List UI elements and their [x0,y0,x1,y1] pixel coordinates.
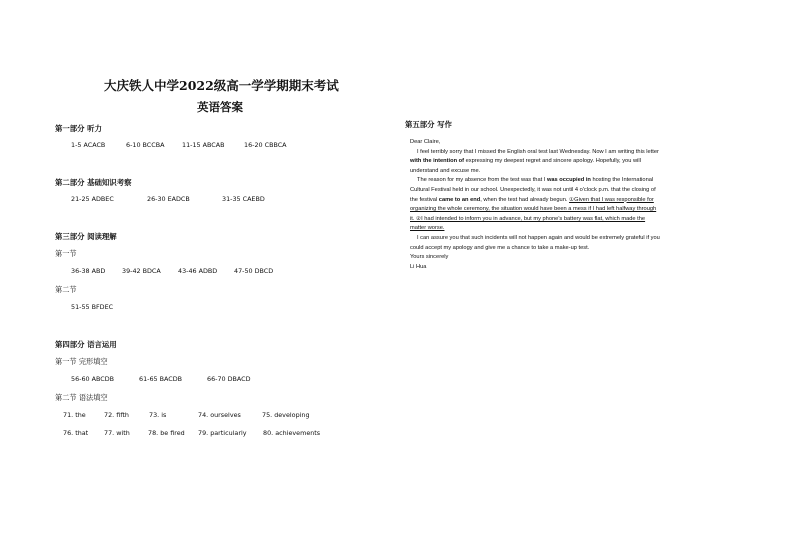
underlined-sentence: ①Given that I was responsible for [569,196,654,203]
answer-group: 43-46 ADBD [178,267,218,275]
answer-group: 56-60 ABCDB [71,375,115,383]
part4-section2-label: 第二节 语法填空 [55,393,108,402]
answer-group: 31-35 CAEBD [222,195,265,203]
grammar-answer: 74. ourselves [198,411,241,419]
grammar-answer: 80. achievements [263,429,321,437]
grammar-answer: 76. that [63,429,89,437]
part2-heading: 第二部分 基础知识考察 [55,178,132,187]
answer-group: 51-55 BFDEC [71,303,114,311]
letter-signature: Li Hua [410,263,427,270]
grammar-answer: 71. the [63,411,86,419]
letter-line [410,157,710,167]
key-phrase: came to an end [438,196,481,203]
part3-heading: 第三部分 阅读理解 [55,232,117,241]
letter-line: I can assure you that such incidents will not happen again and would be extremely grateful if you [417,234,660,241]
answer-group: 16-20 CBBCA [244,141,287,149]
letter-line: could accept my apology and give me a chance to take a make-up test. [410,244,590,251]
grammar-answer: 73. is [149,411,167,419]
answer-group: 61-65 BACDB [139,375,183,383]
answer-group: 26-30 EADCB [147,195,190,203]
part3-section2-label: 第二节 [55,285,77,294]
letter-text: hosting the International [590,177,654,184]
grammar-answer: 77. with [104,429,130,437]
underlined-sentence: matter worse. [410,225,445,232]
answer-group: 39-42 BDCA [122,267,161,275]
page-subtitle: 英语答案 [197,100,243,114]
letter-line: I feel terribly sorry that I missed the English oral test last Wednesday. Now I am writing this letter [417,148,659,155]
letter-line: understand and excuse me. [410,167,481,174]
letter-text: , when the test had already begun. [480,196,570,203]
part4-section1-label: 第一节 完形填空 [55,357,108,366]
letter-line: Cultural Festival held in our school. Unexpectedly, it was not until 4 o'clock p.m. that the closing of [410,186,656,193]
letter-text: The reason for my absence from the test was that I [417,177,547,184]
letter-text: expressing my deepest regret and sincere apology. Hopefully, you will [464,158,641,165]
part1-heading: 第一部分 听力 [55,124,102,133]
answer-group: 47-50 DBCD [234,267,274,275]
grammar-answer: 79. particularly [198,429,247,437]
underlined-sentence: organizing the whole ceremony, the situation would have been a mess if I had left halfway through [410,206,657,213]
model-essay [410,138,710,272]
letter-text: the festival [410,196,439,203]
answer-group: 6-10 BCCBA [126,141,165,149]
grammar-answer: 72. fifth [104,411,129,419]
part3-section1-label: 第一节 [55,249,77,258]
letter-greeting: Dear Claire, [410,139,441,145]
answer-group: 21-25 ADBEC [71,195,114,203]
part5-heading: 第五部分 写作 [405,120,452,129]
part4-heading: 第四部分 语言运用 [55,340,117,349]
page-title: 大庆铁人中学2022级高一学学期期末考试 [104,78,339,93]
key-phrase: was occupied in [546,177,591,184]
letter-line [410,176,710,186]
answer-group: 11-15 ABCAB [182,141,225,149]
letter-line [410,196,710,206]
answer-group: 1-5 ACACB [71,141,106,149]
grammar-answer: 75. developing [262,411,310,419]
underlined-sentence: it. ②I had intended to inform you in advance, but my phone's battery was flat, which made the [410,215,646,222]
grammar-answer: 78. be fired [148,429,185,437]
key-phrase: with the intention of [410,158,465,165]
letter-closing: Yours sincerely [410,254,449,261]
answer-group: 66-70 DBACD [207,375,251,383]
answer-group: 36-38 ABD [71,267,106,275]
